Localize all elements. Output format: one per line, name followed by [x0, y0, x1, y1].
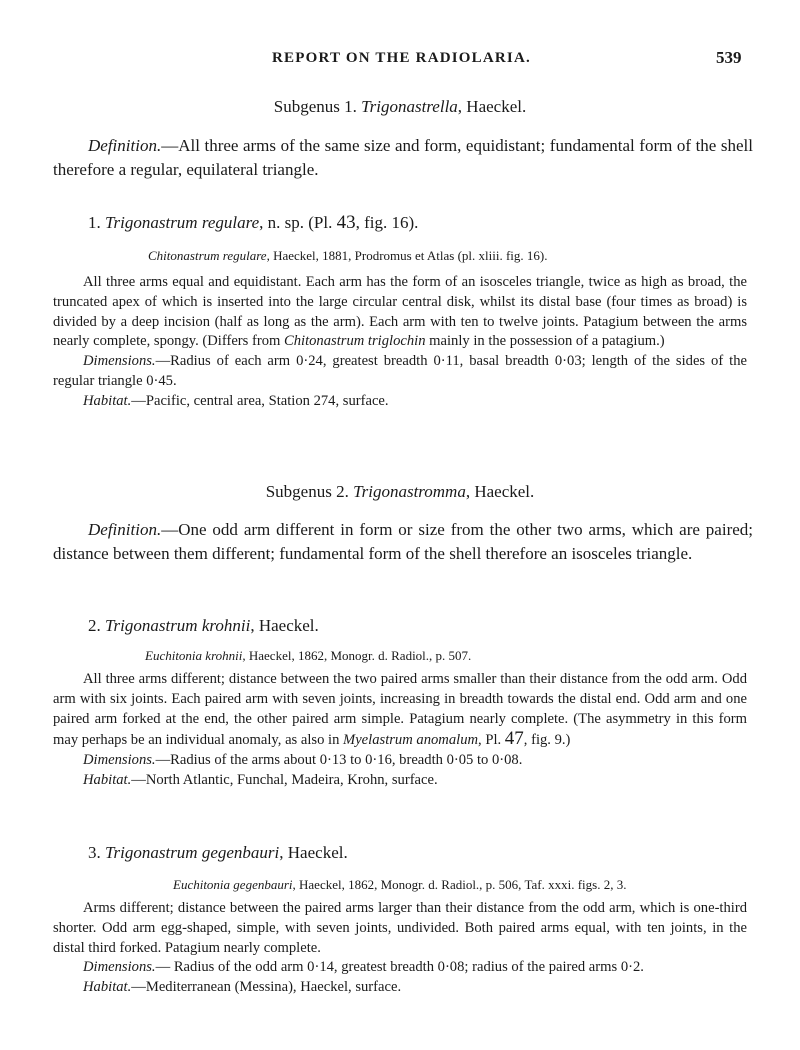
subgenus-1-name: Trigonastrella — [361, 97, 458, 116]
species-2-heading: 2. Trigonastrum krohnii, Haeckel. — [88, 616, 319, 635]
definition-label: Definition. — [88, 520, 162, 539]
dimensions-label: Dimensions. — [83, 959, 156, 976]
subgenus-2-definition: Definition.—One odd arm different in form or size from the other two arms, which are paired; distance between them different; fundamental form of the shell therefore an isosceles triangle. — [53, 520, 753, 563]
subgenus-2-name: Trigonastromma — [353, 482, 466, 501]
species-1-name: Trigonastrum regulare — [105, 213, 260, 232]
species-3-description: Arms different; distance between the paired arms larger than their distance from the odd arm, which is one-third shorter. Odd arm egg-shaped, simple, with seven joints, undivided. Both paired arms equal, with ten joints, in the distal third forked. Patagium nearly complete. Dimensions.— Radius of the odd arm 0·14, greatest breadth 0·08; radius of the paired arms 0·2. Habitat.—Mediterranean (Messina), Haeckel, surface. — [53, 900, 747, 996]
habitat-label: Habitat. — [83, 392, 132, 409]
species-3-heading: 3. Trigonastrum gegenbauri, Haeckel. — [88, 843, 348, 862]
species-2-name: Trigonastrum krohnii — [105, 616, 251, 635]
page-number: 539 — [716, 48, 742, 67]
subgenus-1-definition: Definition.—All three arms of the same size and form, equidistant; fundamental form of the shell therefore a regular, equilateral triangle. — [53, 136, 753, 179]
species-1-heading: 1. Trigonastrum regulare, n. sp. (Pl. 43, fig. 16). — [88, 212, 419, 233]
species-2-description: All three arms different; distance between the two paired arms smaller than their distance from the odd arm. Odd arm with six joints. Each paired arm with seven joints, increasing in breadth towards the distal end. Odd arm and one paired arm forked at the end, the other paired arm simple. Patagium nearly complete. (The asymmetry in this form may perhaps be an individual anomaly, as also in Myelastrum anomalum, Pl. 47, fig. 9.) Dimensions.—Radius of the arms about 0·13 to 0·16, breadth 0·05 to 0·08. Habitat.—North Atlantic, Funchal, Madeira, Krohn, surface. — [53, 671, 747, 788]
species-1-description: All three arms equal and equidistant. Each arm has the form of an isosceles triangle, twice as high as broad, the truncated apex of which is inserted into the large circular central disk, whilst its distal base (four times as broad) is divided by a deep incision (half as long as the arm). Each arm with ten to twelve joints. Patagium between the arms nearly complete, spongy. (Differs from Chitonastrum triglochin mainly in the possession of a patagium.) Dimensions.—Radius of each arm 0·24, greatest breadth 0·11, basal breadth 0·03; length of the sides of the regular triangle 0·45. Habitat.—Pacific, central area, Station 274, surface. — [53, 274, 747, 409]
dimensions-label: Dimensions. — [83, 353, 156, 370]
habitat-label: Habitat. — [83, 979, 132, 996]
subgenus-1-heading: Subgenus 1. Trigonastrella, Haeckel. — [273, 97, 527, 116]
species-3-synonym: Euchitonia gegenbauri, Haeckel, 1862, Monogr. d. Radiol., p. 506, Taf. xxxi. figs. 2, 3. — [173, 877, 627, 892]
plate-number: 43 — [336, 212, 356, 233]
species-2-synonym: Euchitonia krohnii, Haeckel, 1862, Monogr. d. Radiol., p. 507. — [145, 648, 472, 663]
species-3-name: Trigonastrum gegenbauri — [105, 843, 280, 862]
definition-label: Definition. — [88, 136, 162, 155]
species-1-synonym: Chitonastrum regulare, Haeckel, 1881, Prodromus et Atlas (pl. xliii. fig. 16). — [148, 248, 548, 263]
dimensions-label: Dimensions. — [83, 752, 156, 769]
habitat-label: Habitat. — [83, 771, 132, 788]
subgenus-2-heading: Subgenus 2. Trigonastromma, Haeckel. — [265, 482, 535, 501]
running-title: REPORT ON THE RADIOLARIA. — [272, 50, 531, 66]
